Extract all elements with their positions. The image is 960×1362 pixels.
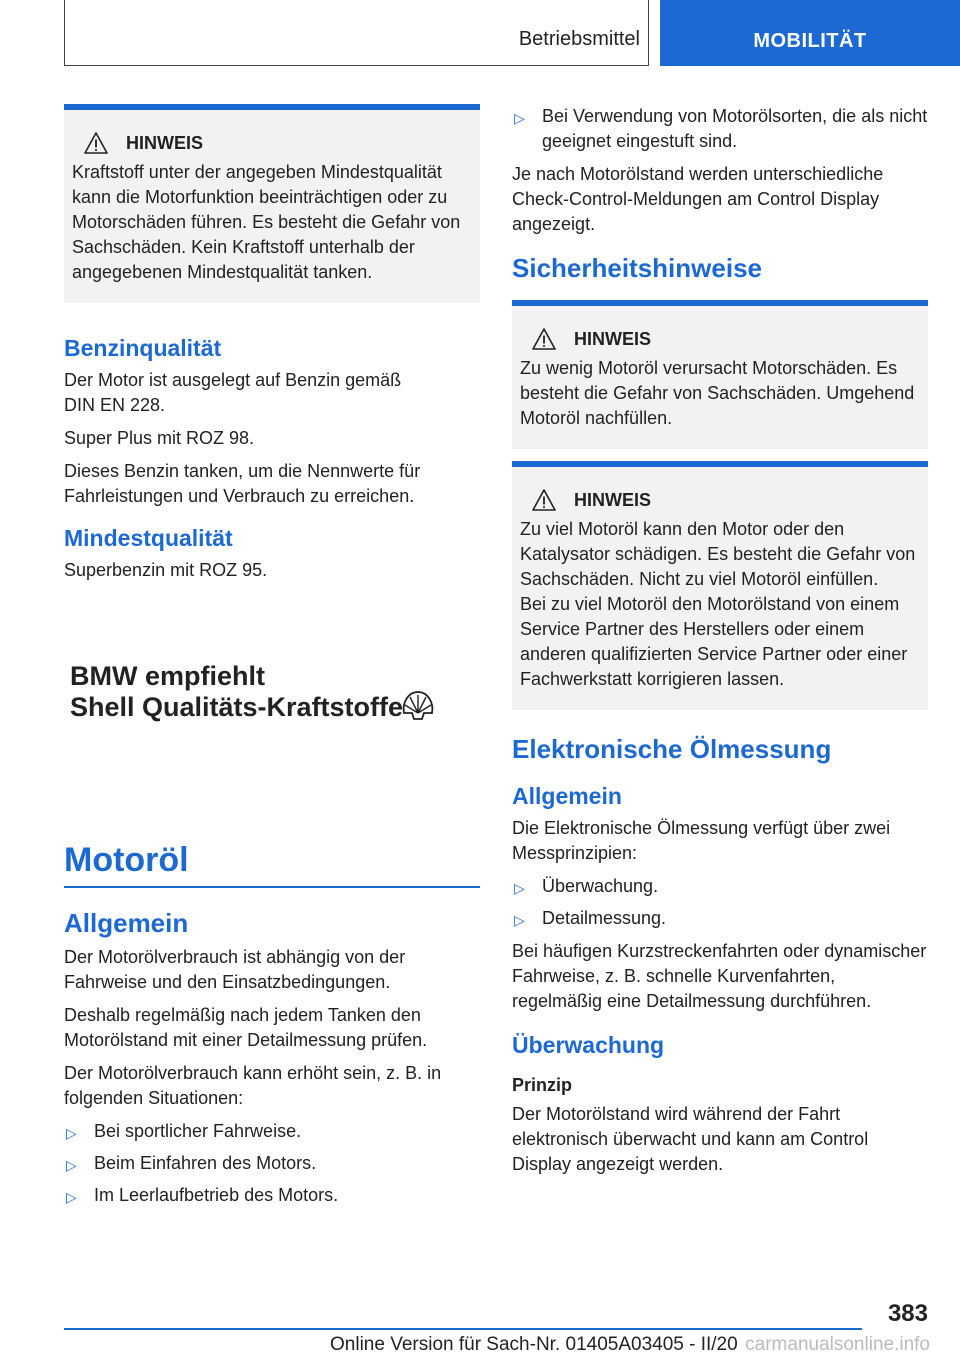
page-number: 383 — [887, 1300, 928, 1327]
shell-logo-icon — [400, 689, 436, 721]
promo-line-2: Shell Qualitäts-Kraftstoffe — [70, 692, 404, 722]
paragraph: Bei häufigen Kurzstreckenfahrten oder dynamischer Fahrweise, z. B. schnelle Kurvenfahrten, regelmäßig eine Detailmessung durchführen. — [512, 941, 927, 1011]
paragraph: Super Plus mit ROZ 98. — [64, 428, 255, 448]
paragraph: Superbenzin mit ROZ 95. — [64, 560, 268, 580]
header-section-title: Betriebsmittel — [518, 28, 640, 50]
heading-mindestqualitaet: Mindestqualität — [64, 525, 233, 551]
list-item — [512, 906, 928, 931]
paragraph: Der Motorölverbrauch ist abhängig von der Fahrweise und den Einsatzbedingungen. — [64, 947, 406, 992]
note-text: Kraftstoff unter der angegeben Mindestqualität kann die Motorfunktion beeinträchtigen oder zu Motorschäden führen. Es besteht die Gefahr von Sachschäden. Kein Kraftstoff unterhalb der angegebenen Mindestqualität tanken. — [72, 162, 461, 282]
note-text: Zu wenig Motoröl verursacht Motorschäden. Es besteht die Gefahr von Sachschäden. Umgehend Motoröl nachfüllen. — [520, 358, 915, 428]
footer-version-text: Online Version für Sach-Nr. 01405A03405 - II/20 — [330, 1334, 738, 1355]
list-item — [64, 1183, 480, 1208]
note-title: HINWEIS — [126, 132, 204, 153]
shell-promo — [64, 661, 480, 841]
paragraph: Die Elektronische Ölmessung verfügt über zwei Messprinzipien: — [512, 818, 891, 863]
list-item-text: Detailmessung. — [542, 908, 667, 928]
heading-motoroel: Motoröl — [64, 841, 480, 888]
paragraph: Je nach Motorölstand werden unterschiedliche Check-Control-Meldungen am Control Display angezeigt. — [512, 164, 884, 234]
warning-note-too-much-oil — [512, 461, 928, 710]
triangle-right-icon: ▷ — [66, 1157, 77, 1173]
list-item-text: Bei sportlicher Fahrweise. — [94, 1121, 302, 1141]
watermark-text: carmanualsonline.info — [745, 1334, 930, 1355]
warning-note-fuel — [64, 104, 480, 303]
note-title: HINWEIS — [574, 489, 652, 510]
heading-allgemein: Allgemein — [64, 908, 189, 938]
list-item-text: Im Leerlaufbetrieb des Motors. — [94, 1185, 339, 1205]
list-item-text: Beim Einfahren des Motors. — [94, 1153, 317, 1173]
header-chapter-tab[interactable]: MOBILITÄT — [660, 0, 960, 66]
list-item — [64, 1119, 480, 1144]
warning-triangle-icon — [84, 132, 108, 154]
paragraph: Deshalb regelmäßig nach jedem Tanken den Motorölstand mit einer Detailmessung prüfen. — [64, 1005, 428, 1050]
list-item — [512, 874, 928, 899]
principle-list — [512, 874, 928, 931]
list-item-text: Überwachung. — [542, 876, 659, 896]
situation-list — [64, 1119, 480, 1208]
triangle-right-icon: ▷ — [66, 1189, 77, 1205]
note-text: Bei zu viel Motoröl den Motorölstand von einem Service Partner des Herstellers oder einem anderen qualifizierten Service Partner oder einer Fachwerkstatt korrigieren lassen. — [520, 594, 908, 689]
triangle-right-icon: ▷ — [514, 912, 525, 928]
paragraph: Der Motor ist ausgelegt auf Benzin gemäß DIN EN 228. — [64, 370, 402, 415]
heading-sicherheitshinweise: Sicherheitshinweise — [512, 253, 762, 283]
oil-type-list — [512, 104, 928, 154]
heading-ueberwachung: Überwachung — [512, 1032, 665, 1058]
heading-benzinqualitaet: Benzinqualität — [64, 335, 222, 361]
left-column — [64, 104, 480, 1216]
footer-divider — [64, 1328, 862, 1330]
note-text: Zu viel Motoröl kann den Motor oder den Katalysator schädigen. Es besteht die Gefahr von Sachschäden. Nicht zu viel Motoröl einfüllen. — [520, 519, 916, 589]
paragraph: Der Motorölverbrauch kann erhöht sein, z. B. in folgenden Situationen: — [64, 1063, 442, 1108]
page-header — [0, 0, 960, 66]
right-column — [512, 104, 928, 1185]
heading-prinzip: Prinzip — [512, 1075, 573, 1095]
list-item-text: Bei Verwendung von Motorölsorten, die als nicht geeignet eingestuft sind. — [542, 106, 928, 151]
triangle-right-icon: ▷ — [514, 110, 525, 126]
warning-triangle-icon — [532, 489, 556, 511]
heading-allgemein: Allgemein — [512, 783, 622, 809]
heading-elektronische-oelmessung: Elektronische Ölmessung — [512, 734, 832, 764]
note-title: HINWEIS — [574, 328, 652, 349]
note-header — [84, 132, 472, 154]
paragraph: Der Motorölstand wird während der Fahrt elektronisch überwacht und kann am Control Display angezeigt werden. — [512, 1104, 869, 1174]
note-header — [532, 489, 920, 511]
list-item — [512, 104, 928, 154]
promo-line-1: BMW empfiehlt — [70, 661, 265, 691]
warning-triangle-icon — [532, 328, 556, 350]
triangle-right-icon: ▷ — [514, 880, 525, 896]
paragraph: Dieses Benzin tanken, um die Nennwerte für Fahrleistungen und Verbrauch zu erreichen. — [64, 461, 421, 506]
list-item — [64, 1151, 480, 1176]
note-header — [532, 328, 920, 350]
warning-note-low-oil — [512, 300, 928, 449]
triangle-right-icon: ▷ — [66, 1125, 77, 1141]
